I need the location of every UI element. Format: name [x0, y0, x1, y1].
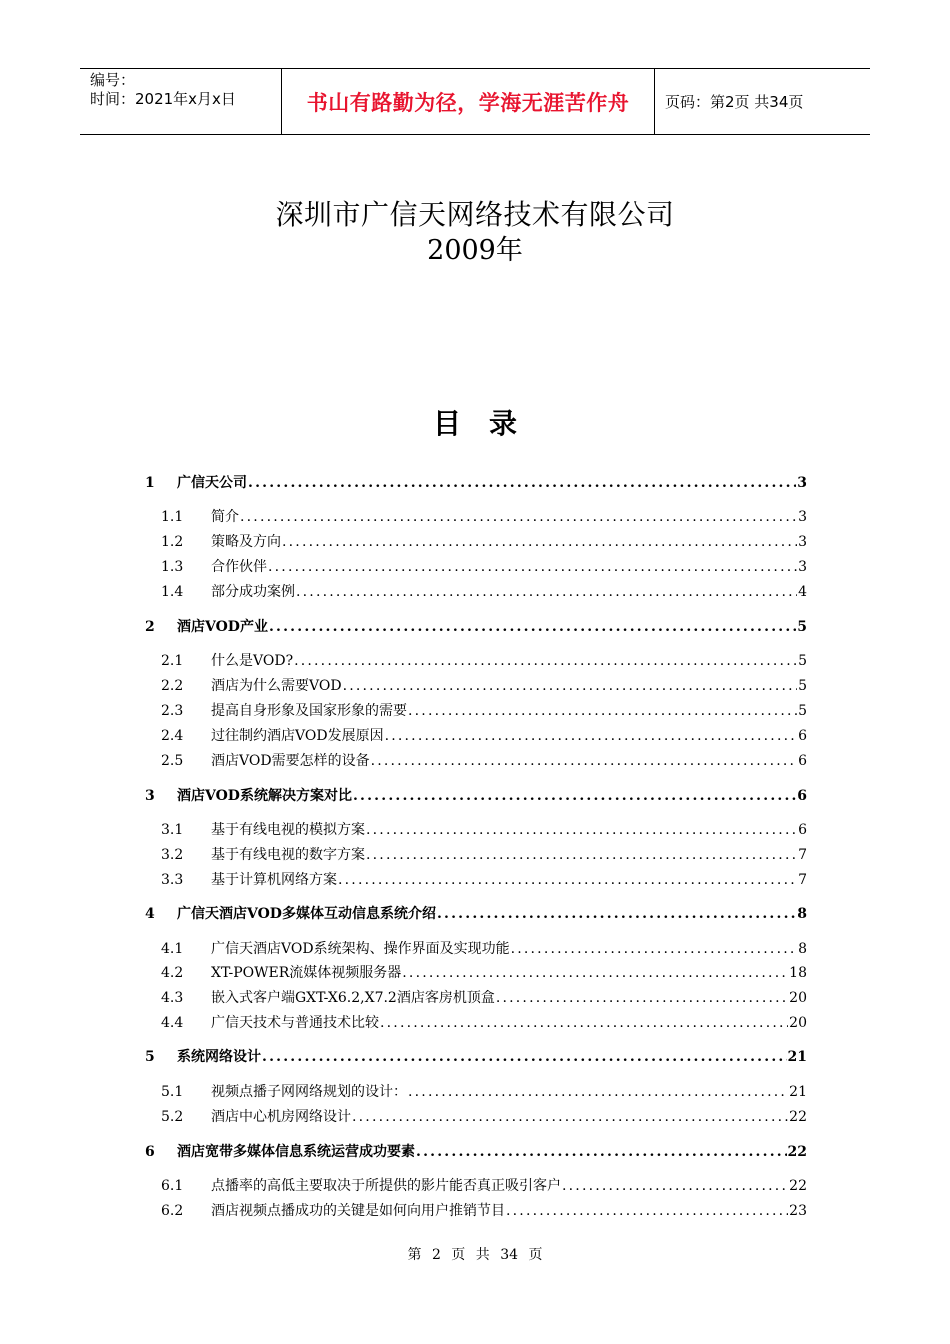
toc-entry-number: 3 — [145, 788, 155, 804]
date-label: 时间：2021年x月x日 — [90, 90, 236, 108]
toc-entry-title: 酒店VOD产业 — [177, 619, 268, 635]
toc-entry-page: 5 — [797, 619, 807, 635]
toc-entry-page: 4 — [798, 584, 807, 600]
toc-dot-leader — [562, 1175, 788, 1197]
toc-entry-title: XT-POWER流媒体视频服务器 — [211, 965, 402, 981]
toc-section-entry[interactable] — [145, 506, 807, 528]
toc-entry-number: 2.1 — [161, 653, 184, 669]
toc-entry-number: 2.2 — [161, 678, 184, 694]
toc-section-entry[interactable] — [145, 1200, 807, 1222]
toc-entry-page: 5 — [798, 703, 807, 719]
toc-entry-page: 5 — [798, 678, 807, 694]
toc-entry-title: 酒店宽带多媒体信息系统运营成功要素 — [177, 1144, 415, 1160]
toc-entry-title: 什么是VOD? — [211, 653, 294, 669]
toc-chapter-entry[interactable] — [145, 903, 807, 925]
toc-dot-leader — [437, 903, 796, 925]
toc-dot-leader — [248, 472, 796, 494]
toc-entry-page: 5 — [798, 653, 807, 669]
toc-dot-leader — [353, 785, 796, 807]
toc-dot-leader — [338, 869, 797, 891]
toc-entry-number: 6 — [145, 1144, 155, 1160]
toc-entry-number: 1.1 — [161, 509, 184, 525]
page-info-text: 页码：第2页 共34页 — [665, 93, 804, 111]
toc-entry-number: 2.4 — [161, 728, 184, 744]
toc-section-entry[interactable] — [145, 750, 807, 772]
toc-entry-page: 23 — [789, 1203, 807, 1219]
toc-section-entry[interactable] — [145, 938, 807, 960]
toc-entry-title: 酒店为什么需要VOD — [211, 678, 342, 694]
toc-section-entry[interactable] — [145, 650, 807, 672]
toc-dot-leader — [366, 819, 797, 841]
toc-dot-leader — [408, 700, 797, 722]
cover-year: 2009年 — [427, 235, 523, 266]
toc-section-entry[interactable] — [145, 844, 807, 866]
header-motto — [282, 69, 655, 134]
toc-entry-number: 5.1 — [161, 1084, 184, 1100]
toc-entry-title: 提高自身形象及国家形象的需要 — [211, 703, 407, 719]
toc-dot-leader — [262, 1046, 787, 1068]
header-meta — [80, 69, 282, 134]
toc-chapter-entry[interactable] — [145, 1141, 807, 1163]
toc-entry-number: 6.2 — [161, 1203, 184, 1219]
toc-entry-page: 22 — [787, 1144, 807, 1160]
toc-entry-number: 3.1 — [161, 822, 184, 838]
toc-dot-leader — [506, 1200, 788, 1222]
toc-entry-title: 酒店中心机房网络设计 — [211, 1109, 351, 1125]
toc-entry-page: 7 — [798, 847, 807, 863]
code-label: 编号： — [90, 71, 136, 89]
toc-entry-number: 5.2 — [161, 1109, 184, 1125]
toc-dot-leader — [296, 581, 797, 603]
toc-entry-title: 基于有线电视的模拟方案 — [211, 822, 365, 838]
toc-entry-page: 6 — [798, 753, 807, 769]
toc-entry-number: 2.5 — [161, 753, 184, 769]
toc-entry-number: 1 — [145, 475, 155, 491]
toc-section-entry[interactable] — [145, 962, 807, 984]
toc-entry-title: 系统网络设计 — [177, 1049, 261, 1065]
toc-entry-title: 过往制约酒店VOD发展原因 — [211, 728, 384, 744]
toc-entry-number: 1.3 — [161, 559, 184, 575]
toc-entry-title: 嵌入式客户端GXT-X6.2,X7.2酒店客房机顶盒 — [211, 990, 495, 1006]
toc-entry-title: 广信天酒店VOD系统架构、操作界面及实现功能 — [211, 941, 510, 957]
toc-entry-title: 合作伙伴 — [211, 559, 267, 575]
toc-dot-leader — [366, 844, 797, 866]
toc-dot-leader — [496, 987, 788, 1009]
toc-section-entry[interactable] — [145, 819, 807, 841]
toc-entry-number: 4.2 — [161, 965, 184, 981]
toc-chapter-entry[interactable] — [145, 472, 807, 494]
toc-section-entry[interactable] — [145, 675, 807, 697]
toc-entry-page: 21 — [789, 1084, 807, 1100]
motto-text: 书山有路勤为径，学海无涯苦作舟 — [306, 90, 630, 115]
toc-entry-title: 视频点播子网网络规划的设计： — [211, 1084, 407, 1100]
toc-entry-number: 1.4 — [161, 584, 184, 600]
toc-entry-page: 22 — [789, 1178, 807, 1194]
toc-entry-number: 4 — [145, 906, 155, 922]
toc-entry-number: 4.4 — [161, 1015, 184, 1031]
toc-section-entry[interactable] — [145, 987, 807, 1009]
toc-entry-page: 22 — [789, 1109, 807, 1125]
toc-entry-title: 点播率的高低主要取决于所提供的影片能否真正吸引客户 — [211, 1178, 561, 1194]
header-page-info — [655, 69, 870, 134]
toc-entry-page: 3 — [797, 475, 807, 491]
toc-section-entry[interactable] — [145, 1081, 807, 1103]
toc-dot-leader — [380, 1012, 788, 1034]
toc-section-entry[interactable] — [145, 869, 807, 891]
toc-section-entry[interactable] — [145, 581, 807, 603]
toc-section-entry[interactable] — [145, 725, 807, 747]
toc-dot-leader — [416, 1141, 787, 1163]
toc-chapter-entry[interactable] — [145, 1046, 807, 1068]
toc-entry-number: 1.2 — [161, 534, 184, 550]
toc-entry-title: 广信天公司 — [177, 475, 247, 491]
toc-section-entry[interactable] — [145, 700, 807, 722]
toc-entry-number: 2 — [145, 619, 155, 635]
toc-entry-page: 20 — [789, 1015, 807, 1031]
toc-entry-title: 酒店视频点播成功的关键是如何向用户推销节目 — [211, 1203, 505, 1219]
toc-entry-page: 7 — [798, 872, 807, 888]
toc-dot-leader — [294, 650, 797, 672]
toc-entry-page: 8 — [798, 941, 807, 957]
toc-entry-page: 3 — [798, 534, 807, 550]
toc-dot-leader — [408, 1081, 788, 1103]
toc-entry-page: 6 — [797, 788, 807, 804]
toc-entry-number: 4.3 — [161, 990, 184, 1006]
toc-entry-page: 18 — [789, 965, 807, 981]
page-footer: 第 2 页 共 34 页 — [407, 1247, 543, 1263]
toc-dot-leader — [343, 675, 798, 697]
toc-entry-page: 20 — [789, 990, 807, 1006]
toc-entry-title: 部分成功案例 — [211, 584, 295, 600]
toc-chapter-entry[interactable] — [145, 616, 807, 638]
toc-dot-leader — [240, 506, 797, 528]
toc-entry-title: 基于有线电视的数字方案 — [211, 847, 365, 863]
toc-section-entry[interactable] — [145, 1012, 807, 1034]
page-header — [80, 68, 870, 135]
toc-dot-leader — [269, 616, 796, 638]
toc-dot-leader — [268, 556, 797, 578]
toc-entry-page: 3 — [798, 509, 807, 525]
toc-entry-number: 3.3 — [161, 872, 184, 888]
toc-entry-page: 6 — [798, 822, 807, 838]
toc-entry-number: 6.1 — [161, 1178, 184, 1194]
toc-section-entry[interactable] — [145, 1106, 807, 1128]
toc-section-entry[interactable] — [145, 531, 807, 553]
toc-entry-page: 21 — [787, 1049, 807, 1065]
toc-dot-leader — [385, 725, 798, 747]
toc-entry-number: 4.1 — [161, 941, 184, 957]
toc-section-entry[interactable] — [145, 556, 807, 578]
toc-dot-leader — [371, 750, 798, 772]
toc-entry-page: 8 — [797, 906, 807, 922]
toc-dot-leader — [402, 962, 788, 984]
toc-section-entry[interactable] — [145, 1175, 807, 1197]
toc-entry-page: 6 — [798, 728, 807, 744]
toc-entry-title: 酒店VOD需要怎样的设备 — [211, 753, 370, 769]
toc-entry-number: 5 — [145, 1049, 155, 1065]
toc-entry-title: 简介 — [211, 509, 239, 525]
toc-entry-page: 3 — [798, 559, 807, 575]
toc-entry-title: 广信天酒店VOD多媒体互动信息系统介绍 — [177, 906, 436, 922]
toc-title: 目录 — [432, 407, 545, 440]
toc-dot-leader — [352, 1106, 788, 1128]
toc-entry-title: 基于计算机网络方案 — [211, 872, 337, 888]
toc-dot-leader — [511, 938, 798, 960]
toc-entry-number: 2.3 — [161, 703, 184, 719]
toc-dot-leader — [282, 531, 797, 553]
company-name: 深圳市广信天网络技术有限公司 — [275, 198, 675, 231]
toc-entry-title: 广信天技术与普通技术比较 — [211, 1015, 379, 1031]
toc-entry-title: 策略及方向 — [211, 534, 281, 550]
toc-entry-number: 3.2 — [161, 847, 184, 863]
toc-chapter-entry[interactable] — [145, 785, 807, 807]
toc-entry-title: 酒店VOD系统解决方案对比 — [177, 788, 352, 804]
